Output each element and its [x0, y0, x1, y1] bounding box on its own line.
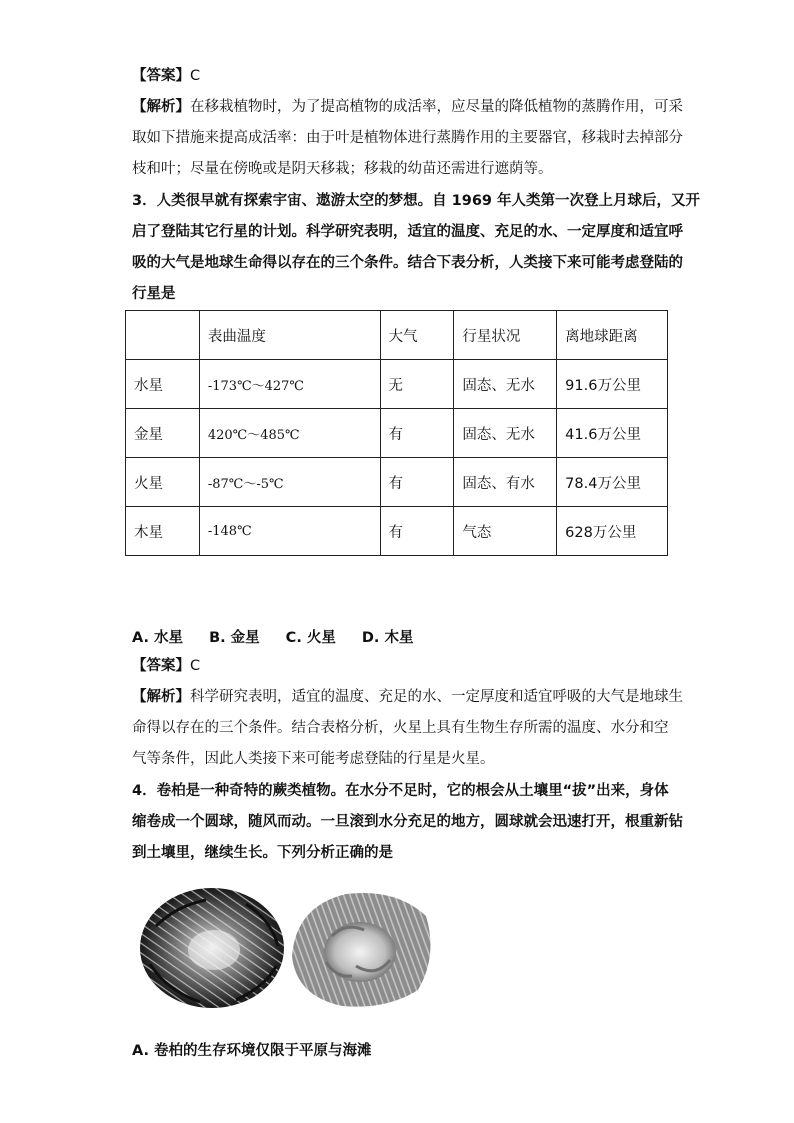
- surface-temp: -173℃～427℃: [199, 360, 380, 409]
- answer-line-q2: [132, 66, 200, 86]
- distance: [557, 360, 668, 409]
- table-row: [126, 409, 668, 458]
- question-3-options: [132, 626, 439, 647]
- planet-name: 金星: [126, 409, 200, 458]
- atmosphere: 有: [380, 507, 454, 556]
- distance-unit: 万公里: [597, 475, 641, 492]
- atmosphere: 有: [380, 458, 454, 507]
- distance-unit: 万公里: [592, 524, 637, 541]
- planet-state: 气态: [454, 507, 557, 556]
- table-header-cell: 离地球距离: [557, 311, 668, 360]
- planet-state: 固态、有水: [454, 458, 557, 507]
- table-row: [126, 507, 668, 556]
- analysis-label: 【解析】: [132, 99, 190, 115]
- analysis-text: 在移栽植物时，为了提高植物的成活率，应尽量的降低植物的蒸腾作用，可采: [190, 99, 683, 115]
- question-4-line-3: 到土壤里，继续生长。下列分析正确的是: [132, 845, 393, 861]
- planet-name: 水星: [126, 360, 200, 409]
- answer-label: 【答案】: [132, 658, 190, 674]
- option-c: C. 火星: [285, 630, 336, 646]
- distance-number: 91.6: [565, 377, 598, 394]
- table-header-cell: 表曲温度: [199, 311, 380, 360]
- question-3-line-2: 启了登陆其它行星的计划。科学研究表明，适宜的温度、充足的水、一定厚度和适宜呼: [132, 224, 683, 240]
- surface-temp: 420℃～485℃: [199, 409, 380, 458]
- distance: [557, 458, 668, 507]
- planet-name: 木星: [126, 507, 200, 556]
- atmosphere: 有: [380, 409, 454, 458]
- distance-number: 78.4: [565, 475, 598, 492]
- answer-value: C: [190, 68, 201, 84]
- distance-number: 41.6: [565, 426, 598, 443]
- analysis2-line-2: 命得以存在的三个条件。结合表格分析，火星上具有生物生存所需的温度、水分和空: [132, 720, 669, 736]
- table-row: [126, 360, 668, 409]
- option-d: D. 木星: [361, 630, 414, 646]
- question-4-option-a: A. 卷柏的生存环境仅限于平原与海滩: [132, 1043, 372, 1059]
- analysis-line-1: [132, 97, 683, 117]
- analysis2-line-3: 气等条件，因此人类接下来可能考虑登陆的行星是火星。: [132, 751, 495, 767]
- analysis-label: 【解析】: [132, 689, 190, 705]
- table-header-cell: 行星状况: [454, 311, 557, 360]
- open-selaginella-photo: [286, 886, 438, 1010]
- question-3-line-3: 吸的大气是地球生命得以存在的三个条件。结合下表分析，人类接下来可能考虑登陆的: [132, 255, 683, 271]
- planet-state: 固态、无水: [454, 409, 557, 458]
- option-b: B. 金星: [209, 630, 260, 646]
- question-4-line-1: 4．卷柏是一种奇特的蕨类植物。在水分不足时，它的根会从土壤里“拔”出来，身体: [132, 783, 669, 799]
- atmosphere: 无: [380, 360, 454, 409]
- answer-line-q3: [132, 656, 200, 676]
- table-row: [126, 458, 668, 507]
- answer-label: 【答案】: [132, 68, 190, 84]
- analysis-line-2: 取如下措施来提高成活率：由于叶是植物体进行蒸腾作用的主要器官，移栽时去掉部分: [132, 130, 683, 146]
- table-header-cell: 大气: [380, 311, 454, 360]
- distance: [557, 409, 668, 458]
- analysis-text: 科学研究表明，适宜的温度、充足的水、一定厚度和适宜呼吸的大气是地球生: [190, 689, 683, 705]
- distance-unit: 万公里: [597, 377, 641, 394]
- distance-unit: 万公里: [597, 426, 641, 443]
- table-header-row: [126, 311, 668, 360]
- planet-table: [125, 310, 668, 556]
- question-3-line-4: 行星是: [132, 286, 176, 302]
- curled-selaginella-photo: [136, 886, 288, 1010]
- option-a: A. 水星: [132, 630, 184, 646]
- analysis-line-3: 枝和叶；尽量在傍晚或是阴天移栽；移栽的幼苗还需进行遮荫等。: [132, 161, 553, 177]
- answer-value: C: [190, 658, 201, 674]
- table-header-cell: [126, 311, 200, 360]
- question-3-line-1: 3．人类很早就有探索宇宙、遨游太空的梦想。自 1969 年人类第一次登上月球后，又开: [132, 193, 701, 209]
- question-4-line-2: 缩卷成一个圆球，随风而动。一旦滚到水分充足的地方，圆球就会迅速打开，根重新钻: [132, 814, 683, 830]
- distance: [557, 507, 668, 556]
- distance-number: 628: [565, 524, 593, 541]
- analysis2-line-1: [132, 687, 683, 707]
- surface-temp: -148℃: [199, 507, 380, 556]
- surface-temp: -87℃～-5℃: [199, 458, 380, 507]
- planet-state: 固态、无水: [454, 360, 557, 409]
- planet-name: 火星: [126, 458, 200, 507]
